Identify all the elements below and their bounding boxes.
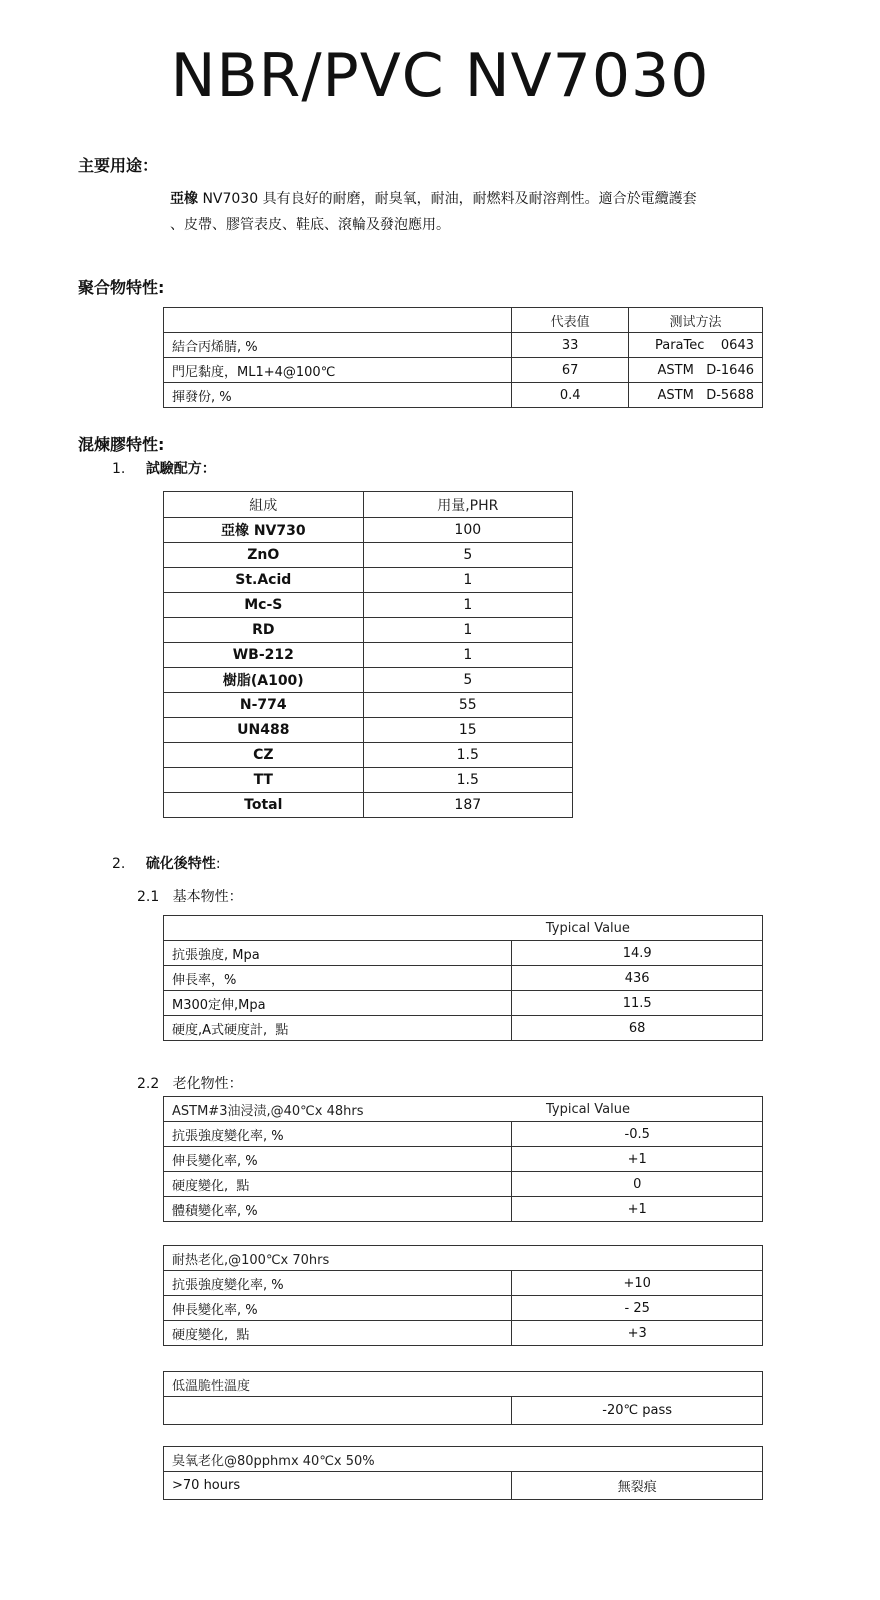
formula-label <box>112 458 216 478</box>
formula-component: St.Acid <box>164 568 364 593</box>
polymer-row-name: 門尼黏度，ML1+4@100℃ <box>164 358 512 383</box>
polymer-row-name: 揮發份, % <box>164 383 512 408</box>
heat-row-value: +3 <box>512 1321 763 1346</box>
formula-component: RD <box>164 618 364 643</box>
lowtemp-header: 低溫脆性溫度 <box>164 1372 763 1397</box>
page-title: NBR/PVC NV7030 <box>170 41 710 111</box>
oil-header: ASTM#3油浸渍,@40℃x 48hrs <box>164 1097 512 1122</box>
heat-row-value: - 25 <box>512 1296 763 1321</box>
polymer-row-method: ParaTec 0643 <box>629 333 763 358</box>
item2-label: 硫化後特性 <box>145 856 216 872</box>
table-row <box>164 743 573 768</box>
heat-row-name: 硬度變化, 點 <box>164 1321 512 1346</box>
basic-row-name: 抗張強度, Mpa <box>164 941 512 966</box>
polymer-row-value: 67 <box>512 358 629 383</box>
table-row <box>164 568 573 593</box>
basic-label: 2.1 基本物性： <box>137 889 243 905</box>
table-row <box>164 991 763 1016</box>
basic-row-value: 11.5 <box>512 991 763 1016</box>
table-row <box>164 1321 763 1346</box>
oil-col-value: Typical Value <box>512 1097 763 1122</box>
formula-component: CZ <box>164 743 364 768</box>
oil-row-value: +1 <box>512 1197 763 1222</box>
basic-row-name: 硬度,A式硬度計, 點 <box>164 1016 512 1041</box>
usage-text-line1: NV7030 具有良好的耐磨，耐臭氧，耐油，耐燃料及耐溶劑性。適合於電纜護套 <box>198 191 697 207</box>
formula-amount: 1 <box>363 568 572 593</box>
lowtemp-value: -20℃ pass <box>512 1397 763 1425</box>
polymer-header-row <box>164 308 763 333</box>
polymer-row-value: 33 <box>512 333 629 358</box>
table-row <box>164 1172 763 1197</box>
item2-colon: : <box>215 856 221 872</box>
vulcanized-label <box>112 853 221 873</box>
formula-amount: 5 <box>363 543 572 568</box>
table-row <box>164 543 573 568</box>
table-row <box>164 1016 763 1041</box>
heat-row-value: +10 <box>512 1271 763 1296</box>
formula-amount: 100 <box>363 518 572 543</box>
oil-row-value: 0 <box>512 1172 763 1197</box>
formula-amount: 15 <box>363 718 572 743</box>
oil-row-name: 伸長變化率, % <box>164 1147 512 1172</box>
formula-amount: 1.5 <box>363 768 572 793</box>
lowtemp-row-blank <box>164 1397 512 1425</box>
item1-label: 試驗配方： <box>145 461 216 477</box>
formula-amount: 1.5 <box>363 743 572 768</box>
oil-header-row <box>164 1097 763 1122</box>
formula-component: Total <box>164 793 364 818</box>
table-row <box>164 1296 763 1321</box>
formula-amount: 5 <box>363 668 572 693</box>
formula-col-component: 組成 <box>164 492 364 518</box>
usage-paragraph <box>170 186 810 238</box>
polymer-header-blank <box>164 308 512 333</box>
basic-row-value: 436 <box>512 966 763 991</box>
heat-header-row <box>164 1246 763 1271</box>
ozone-header-row <box>164 1447 763 1472</box>
table-row <box>164 768 573 793</box>
heat-aging-table <box>163 1245 763 1346</box>
basic-row-name: 伸長率，% <box>164 966 512 991</box>
table-row <box>164 593 573 618</box>
basic-table <box>163 915 763 1041</box>
usage-text-line2: 、皮帶、膠管表皮、鞋底、滾輪及發泡應用。 <box>170 217 450 233</box>
lowtemp-header-row <box>164 1372 763 1397</box>
oil-row-name: 體積變化率, % <box>164 1197 512 1222</box>
item2-num: 2. <box>112 856 126 872</box>
formula-component: WB-212 <box>164 643 364 668</box>
polymer-col-value: 代表值 <box>512 308 629 333</box>
basic-row-name: M300定伸,Mpa <box>164 991 512 1016</box>
oil-row-name: 硬度變化, 點 <box>164 1172 512 1197</box>
compound-heading: 混煉膠特性: <box>78 435 165 454</box>
item1-num: 1. <box>112 461 126 477</box>
polymer-row-value: 0.4 <box>512 383 629 408</box>
polymer-col-method: 测试方法 <box>629 308 763 333</box>
formula-table <box>163 491 573 818</box>
oil-row-value: +1 <box>512 1147 763 1172</box>
table-row <box>164 1197 763 1222</box>
heat-row-name: 伸長變化率, % <box>164 1296 512 1321</box>
table-row <box>164 383 763 408</box>
formula-component: Mc-S <box>164 593 364 618</box>
table-row <box>164 793 573 818</box>
table-row <box>164 718 573 743</box>
polymer-row-method: ASTM D-5688 <box>629 383 763 408</box>
oil-row-name: 抗張強度變化率, % <box>164 1122 512 1147</box>
formula-col-amount: 用量,PHR <box>363 492 572 518</box>
ozone-table <box>163 1446 763 1500</box>
polymer-table <box>163 307 763 408</box>
formula-amount: 1 <box>363 618 572 643</box>
usage-brand: 亞橡 <box>170 191 198 207</box>
formula-component: ZnO <box>164 543 364 568</box>
table-row <box>164 358 763 383</box>
formula-amount: 1 <box>363 593 572 618</box>
table-row <box>164 1122 763 1147</box>
basic-header-blank <box>164 916 512 941</box>
oil-aging-table <box>163 1096 763 1222</box>
formula-component: 亞橡 NV730 <box>164 518 364 543</box>
formula-amount: 187 <box>363 793 572 818</box>
formula-amount: 55 <box>363 693 572 718</box>
table-row <box>164 1397 763 1425</box>
formula-component: N-774 <box>164 693 364 718</box>
ozone-row-name: >70 hours <box>164 1472 512 1500</box>
polymer-row-name: 結合丙烯腈, % <box>164 333 512 358</box>
table-row <box>164 1147 763 1172</box>
table-row <box>164 643 573 668</box>
usage-heading: 主要用途： <box>78 156 159 175</box>
table-row <box>164 966 763 991</box>
formula-amount: 1 <box>363 643 572 668</box>
lowtemp-table <box>163 1371 763 1425</box>
basic-header-row <box>164 916 763 941</box>
table-row <box>164 1472 763 1500</box>
ozone-value: 無裂痕 <box>512 1472 763 1500</box>
table-row <box>164 668 573 693</box>
polymer-row-method: ASTM D-1646 <box>629 358 763 383</box>
table-row <box>164 1271 763 1296</box>
ozone-header: 臭氧老化@80pphmx 40℃x 50% <box>164 1447 763 1472</box>
formula-header-row <box>164 492 573 518</box>
basic-row-value: 68 <box>512 1016 763 1041</box>
table-row <box>164 333 763 358</box>
table-row <box>164 693 573 718</box>
table-row <box>164 941 763 966</box>
heat-header: 耐热老化,@100℃x 70hrs <box>164 1246 763 1271</box>
formula-component: UN488 <box>164 718 364 743</box>
formula-component: TT <box>164 768 364 793</box>
basic-col-value: Typical Value <box>512 916 763 941</box>
table-row <box>164 518 573 543</box>
basic-row-value: 14.9 <box>512 941 763 966</box>
heat-row-name: 抗張強度變化率, % <box>164 1271 512 1296</box>
polymer-heading: 聚合物特性: <box>78 278 165 297</box>
table-row <box>164 618 573 643</box>
aging-label: 2.2 老化物性： <box>137 1076 243 1092</box>
oil-row-value: -0.5 <box>512 1122 763 1147</box>
formula-component: 樹脂(A100) <box>164 668 364 693</box>
